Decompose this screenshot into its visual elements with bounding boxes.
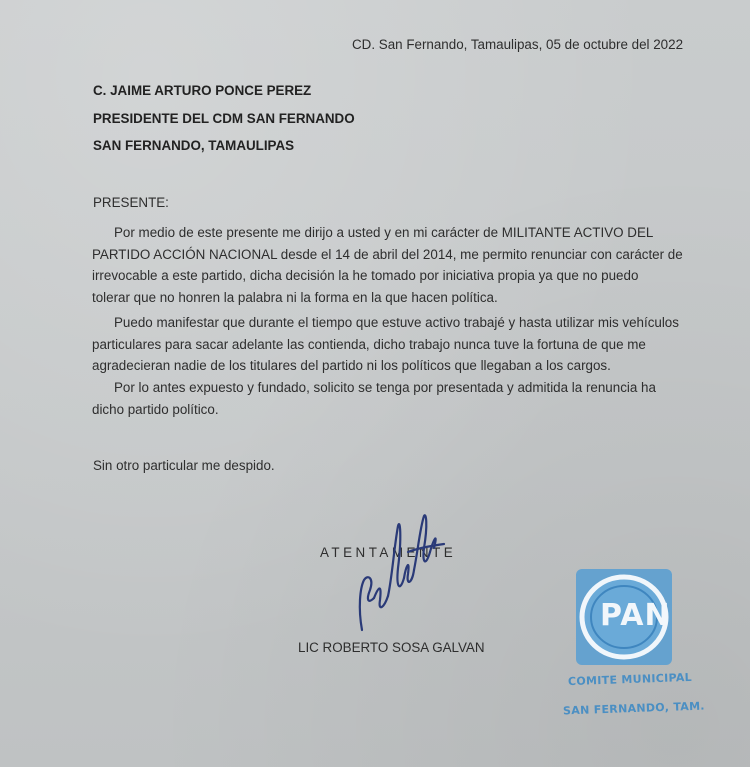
paragraph-1-line-4: tolerar que no honren la palabra ni la forma en la que hacen política. [92,289,498,305]
handwritten-signature [348,508,458,643]
pan-logo-text: PAN [600,598,671,633]
paragraph-3-line-2: dicho partido político. [92,401,219,417]
date-line: CD. San Fernando, Tamaulipas, 05 de octubre del 2022 [352,37,684,52]
paragraph-1 [92,222,683,308]
closing-line: Sin otro particular me despido. [93,458,275,473]
paragraph-2-line-2: particulares para sacar adelante las contienda, dicho trabajo nunca tuve la fortuna de que me [92,336,646,352]
signer-name: LIC ROBERTO SOSA GALVAN [298,640,485,655]
paragraph-1-line-2: PARTIDO ACCIÓN NACIONAL desde el 14 de abril del 2014, me permito renunciar con carácter de [92,246,683,262]
paragraph-2 [92,312,679,377]
salutation: PRESENTE: [93,195,169,210]
paragraph-2-line-1: Puedo manifestar que durante el tiempo que estuve activo trabajé y hasta utilizar mis vehículos [114,315,679,330]
stamp-line-1: COMITE MUNICIPAL [567,670,693,689]
paragraph-3-line-1: Por lo antes expuesto y fundado, solicito se tenga por presentada y admitida la renuncia ha [114,380,656,395]
valediction: ATENTAMENTE [320,545,457,560]
recipient-name: C. JAIME ARTURO PONCE PEREZ [93,83,312,98]
recipient-title: PRESIDENTE DEL CDM SAN FERNANDO [93,111,355,126]
paragraph-1-line-3: irrevocable a este partido, dicha decisión la he tomado por iniciativa propia ya que no puedo [92,268,639,283]
paragraph-1-line-1: Por medio de este presente me dirijo a usted y en mi carácter de MILITANTE ACTIVO DEL [114,225,654,240]
party-stamp [558,565,718,725]
stamp-line-2: SAN FERNANDO, TAM. [562,699,706,718]
paragraph-3 [92,377,656,420]
paragraph-2-line-3: agradecieran nadie de los titulares del partido ni los políticos que llegaban a los cargos. [92,358,611,373]
recipient-location: SAN FERNANDO, TAMAULIPAS [93,138,295,153]
